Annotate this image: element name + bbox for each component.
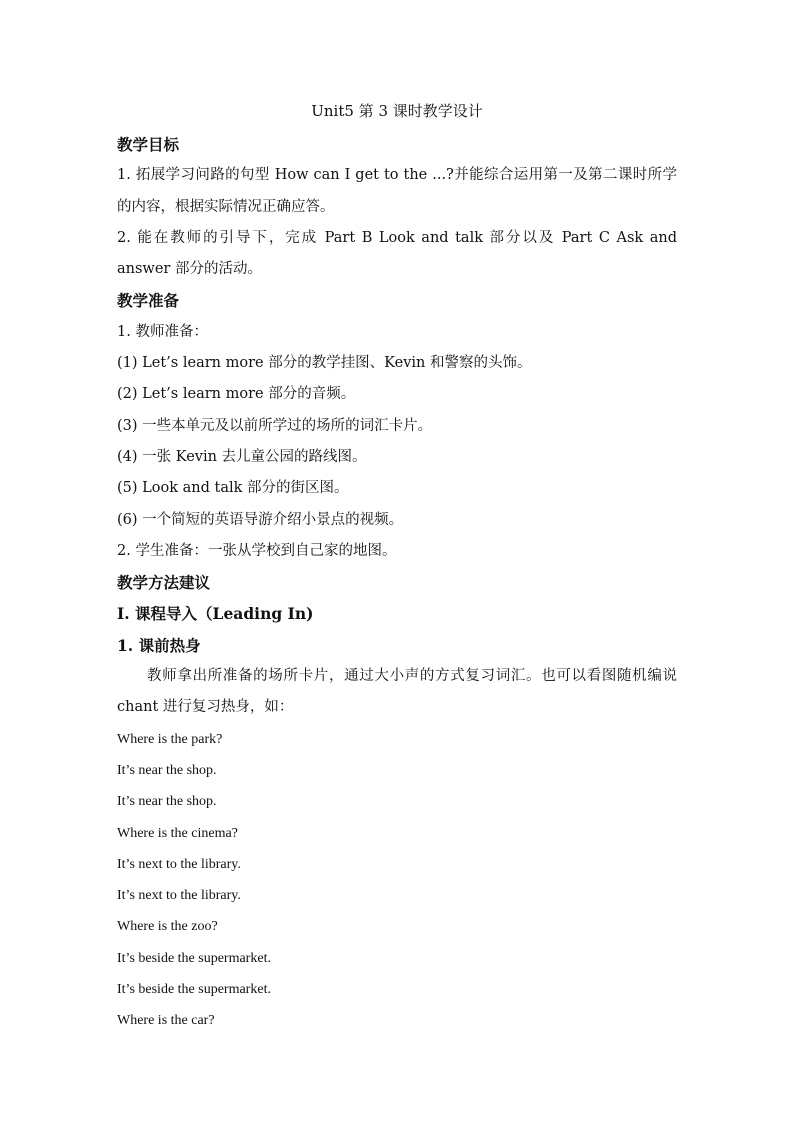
goal-item-2: 2. 能在教师的引导下，完成 Part B Look and talk 部分以及 Part C Ask and answer 部分的活动。: [117, 229, 677, 278]
prep-teacher-label: 1. 教师准备：: [117, 323, 208, 340]
chant-line: It’s beside the supermarket.: [117, 950, 271, 966]
chant-line: It’s near the shop.: [117, 794, 217, 810]
prep-item: (4) 一张 Kevin 去儿童公园的路线图。: [117, 448, 367, 465]
chant-line: Where is the cinema?: [117, 825, 238, 841]
prep-item: (3) 一些本单元及以前所学过的场所的词汇卡片。: [117, 417, 433, 434]
section-heading-goals: 教学目标: [117, 135, 180, 154]
prep-item: (6) 一个简短的英语导游介绍小景点的视频。: [117, 511, 404, 528]
chant-line: Where is the park?: [117, 731, 223, 747]
warmup-paragraph: 教师拿出所准备的场所卡片，通过大小声的方式复习词汇。也可以看图随机编说 chant 进行复习热身，如：: [117, 668, 677, 716]
section-heading-preparation: 教学准备: [117, 291, 180, 311]
chant-line: Where is the zoo?: [117, 919, 218, 935]
prep-item: (2) Let’s learn more 部分的音频。: [117, 386, 356, 403]
prep-item: (5) Look and talk 部分的街区图。: [117, 480, 349, 497]
subheading-warmup: 1. 课前热身: [117, 635, 201, 655]
section-heading-methods: 教学方法建议: [117, 573, 211, 593]
chant-line: It’s next to the library.: [117, 888, 241, 904]
chant-line: It’s next to the library.: [117, 856, 241, 872]
chant-line: It’s beside the supermarket.: [117, 982, 271, 998]
goal-item-1: 1. 拓展学习问路的句型 How can I get to the ...?并能综合运用第一及第二课时所学的内容，根据实际情况正确应答。: [117, 167, 677, 215]
prep-item: (1) Let’s learn more 部分的教学挂图、Kevin 和警察的头饰。: [117, 355, 532, 372]
prep-student: 2. 学生准备：一张从学校到自己家的地图。: [117, 542, 397, 559]
chant-line: It’s near the shop.: [117, 762, 217, 778]
document-body: [117, 129, 677, 1037]
step-heading-leading-in: I. 课程导入（Leading In): [117, 604, 314, 624]
document-title: Unit5 第 3 课时教学设计: [311, 102, 483, 120]
chant-line: Where is the car?: [117, 1013, 215, 1029]
